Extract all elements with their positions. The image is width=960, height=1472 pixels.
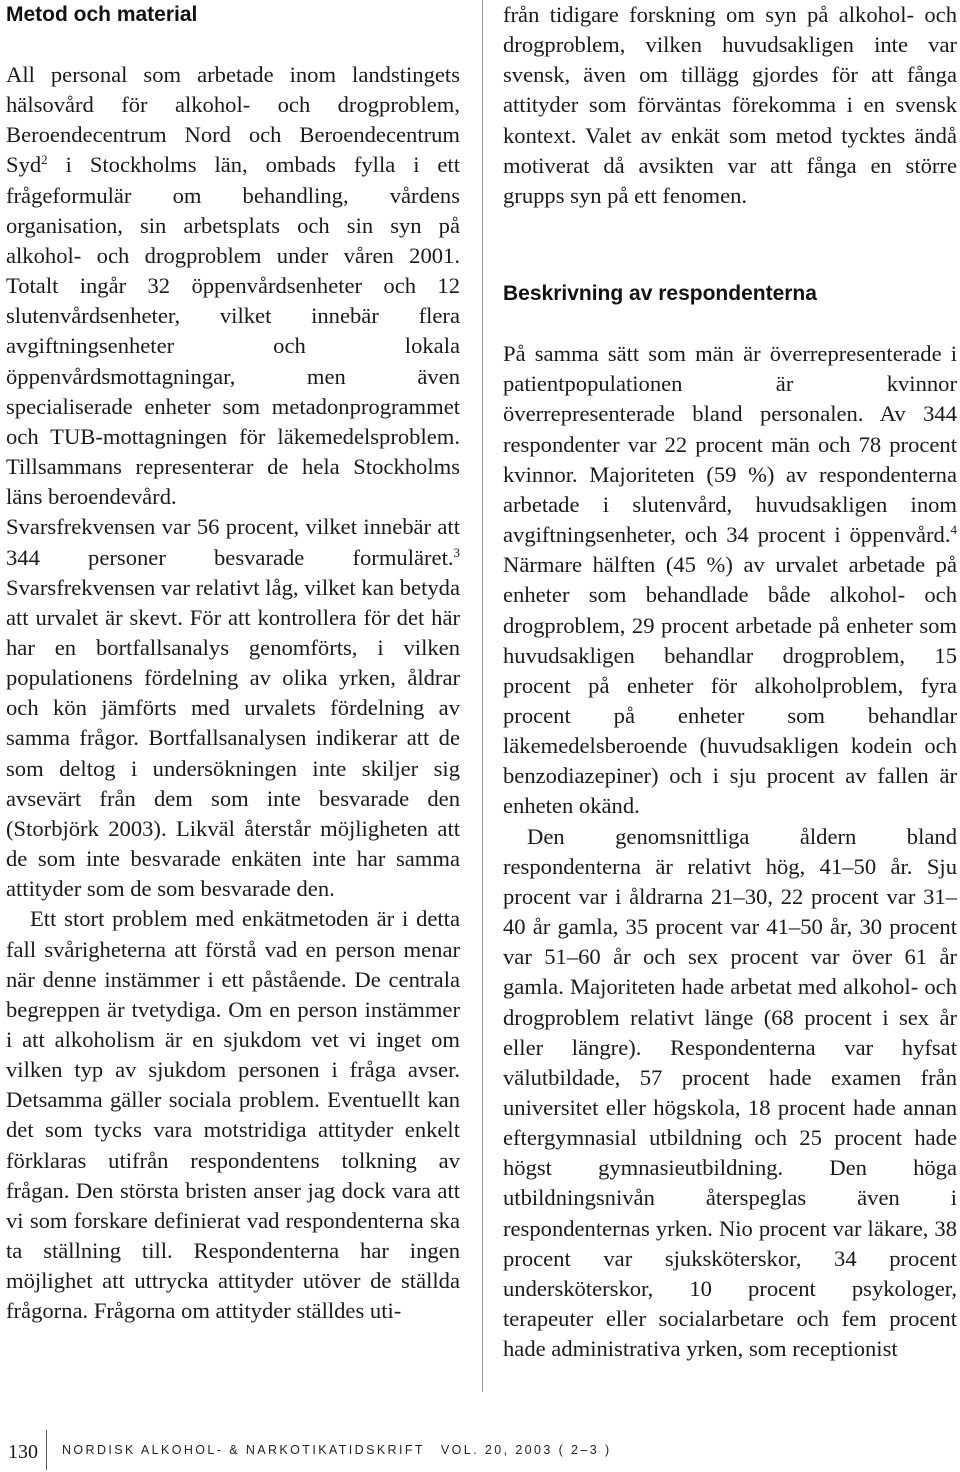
column-divider (482, 0, 483, 1392)
left-column (6, 0, 460, 1327)
footnote-ref: 2 (41, 152, 48, 168)
footnote-ref: 4 (950, 522, 957, 538)
section-heading-metod: Metod och material (6, 3, 198, 26)
paragraph: Den genomsnittliga åldern bland respondenterna är relativt hög, 41–50 år. Sju procent var i åldrarna 21–30, 22 procent var 31–40 år gamla, 35 procent var 41–50 år, 30 procent var 51–60 år och sex procent var över 61 år gamla. Majoriteten hade arbetat med alkohol- och drogproblem relativt länge (68 procent i sex år eller längre). Respondenterna var hyfsat välutbildade, 57 procent hade examen från universitet eller högskola, 18 procent hade annan eftergymnasial utbildning och 25 procent hade högst gymnasieutbildning. Den höga utbildningsnivån återspeglas även i respondenternas yrken. Nio procent var läkare, 38 procent var sjuksköterskor, 34 procent undersköterskor, 10 procent psykologer, terapeuter eller socialarbetare och fem procent hade administrativa yrken, som receptionist (503, 823, 957, 1362)
journal-title: NORDISK ALKOHOL- & NARKOTIKATIDSKRIFT VOL. 20, 2003 ( 2–3 ) (62, 1443, 612, 1457)
page-footer (0, 1430, 960, 1470)
footer-divider (46, 1430, 47, 1470)
paragraph: All personal som arbetade inom landstingets hälsovård för alkohol- och drogproblem, Beroendecentrum Nord och Beroendecentrum Syd$^2$ i Stockholms län, ombads fylla i ett frågeformulär om behandling, vårdens organisation, sin arbetsplats och sin syn på alkohol- och drogproblem under våren 2001. Totalt ingår 32 öppenvårdsenheter och 12 slutenvårdsenheter, vilket innebär flera avgiftningsenheter och lokala öppenvårdsmottagningar, men även specialiserade enheter som metadonprogrammet och TUB-mottagningen för läkemedelsproblem. Tillsammans representerar de hela Stockholms läns beroendevård. (6, 62, 460, 510)
journal-volume: VOL. 20, 2003 ( 2–3 ) (440, 1443, 612, 1457)
paragraph: från tidigare forskning om syn på alkohol- och drogproblem, vilken huvudsakligen inte var svensk, även om tillägg gjordes för att fånga attityder som förväntas förekomma i en svensk kontext. Valet av enkät som metod tycktes ändå motiverat då avsikten var att fånga en större grupps syn på ett fenomen. (503, 2, 957, 208)
paragraph: Ett stort problem med enkätmetoden är i detta fall svårigheterna att förstå vad en person menar när denne instämmer i ett påstående. De centrala begreppen är tvetydiga. Om en person instämmer i att alkoholism är en sjukdom vet vi inget om vilken typ av sjukdom personen i fråga avser. Detsamma gäller sociala problem. Eventuellt kan det som tycks vara motstridiga attityder enkelt förklaras utifrån respondentens tolkning av frågan. Den största bristen anser jag dock vara att vi som forskare definierat vad respondenterna ska ta ställning till. Respondenterna har ingen möjlighet att uttrycka attityder utöver de ställda frågorna. Frågorna om attityder ställdes uti- (6, 906, 460, 1324)
section-heading-beskrivning: Beskrivning av respondenterna (503, 282, 817, 306)
footnote-ref: 3 (453, 544, 460, 560)
page-number: 130 (8, 1441, 38, 1463)
paragraph: Svarsfrekvensen var 56 procent, vilket innebär att 344 personer besvarade formuläret.$^3$ Svarsfrekvensen var relativt låg, vilket kan betyda att urvalet är skevt. För att kontrollera för det här har en bortfallsanalys genomförts, i vilken populationens fördelning av olika yrken, åldrar och kön jämförts med urvalets fördelning av samma frågor. Bortfallsanalysen indikerar att de som deltog i undersökningen inte skiljer sig avsevärt från dem som inte besvarade den (Storbjörk 2003). Likväl återstår möjligheten att de som inte besvarade enkäten inte har samma attityder som de som besvarade den. (6, 514, 460, 902)
paragraph: På samma sätt som män är överrepresenterade i patientpopulationen är kvinnor överrepresenterade bland personalen. Av 344 respondenter var 22 procent män och 78 procent kvinnor. Majoriteten (59 %) av respondenterna arbetade i slutenvård, huvudsakligen inom avgiftningsenheter, och 34 procent i öppenvård.$^4$ Närmare hälften (45 %) av urvalet arbetade på enheter som behandlade både alkohol- och drogproblem, 29 procent arbetade på enheter som huvudsakligen behandlar drogproblem, 15 procent på enheter för alkoholproblem, fyra procent på enheter som behandlar läkemedelsberoende (huvudsakligen kodein och benzodiazepiner) och i sju procent av fallen är enheten okänd. (503, 341, 957, 819)
right-column (503, 0, 957, 1364)
